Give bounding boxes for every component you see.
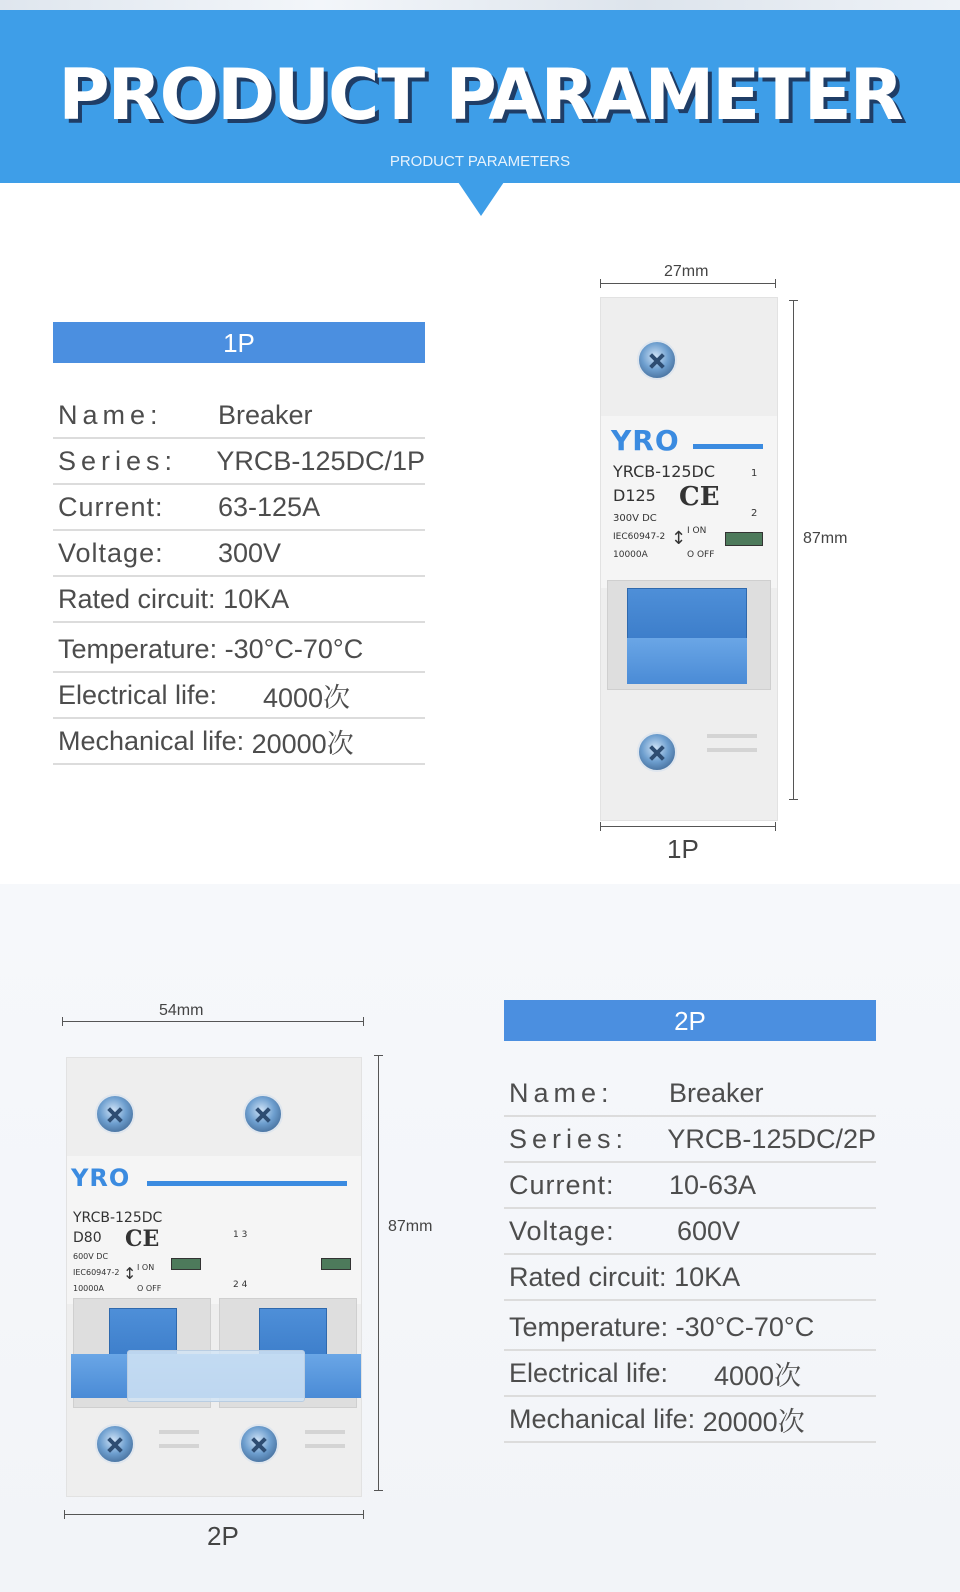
caption-2p: 2P — [207, 1521, 239, 1551]
bottom-dimension-2p — [64, 1514, 364, 1515]
spec-key: Series: — [509, 1123, 629, 1154]
spec-key: Rated circuit: — [509, 1261, 667, 1292]
spec-key: Electrical life: — [58, 679, 218, 710]
bottom-dimension-1p — [600, 826, 776, 827]
spec-key: Voltage: — [509, 1215, 615, 1246]
spec-value: 4000次 — [263, 682, 351, 713]
rating-label: D125 — [613, 486, 656, 505]
width-label-1p: 27mm — [664, 263, 709, 280]
ce-mark: CE — [125, 1226, 160, 1252]
screw-icon — [239, 1424, 279, 1464]
spec-row-temperature — [53, 627, 425, 673]
standard-label: IEC60947-2 — [613, 532, 666, 542]
model-label: YRCB-125DC — [73, 1210, 163, 1226]
spec-value: YRCB-125DC/2P — [667, 1123, 876, 1154]
spec-key: Temperature: — [58, 633, 218, 664]
screw-icon — [637, 340, 677, 380]
spec-value: YRCB-125DC/1P — [216, 445, 425, 476]
height-dimension-2p — [378, 1055, 379, 1491]
spec-key: Current: — [58, 491, 164, 522]
spec-row-voltage — [53, 531, 425, 577]
brand-logo: YRO — [71, 1164, 131, 1192]
spec-table-2p — [504, 1000, 876, 1443]
page-subtitle: PRODUCT PARAMETERS — [389, 153, 571, 170]
top-strip — [0, 0, 960, 10]
spec-row-electrical-life — [53, 673, 425, 719]
spec-value: 4000次 — [714, 1360, 802, 1391]
spec-key: Name: — [58, 399, 163, 430]
spec-key: Electrical life: — [509, 1357, 669, 1388]
spec-row-voltage — [504, 1209, 876, 1255]
spec-value: Breaker — [669, 1077, 764, 1108]
spec-value: Breaker — [218, 399, 313, 430]
spec-row-mechanical-life — [53, 719, 425, 765]
spec-value: 20000次 — [702, 1406, 805, 1437]
tie-bar — [127, 1350, 305, 1402]
breaking-label: 10000A — [613, 550, 648, 560]
rating-label: D80 — [73, 1230, 102, 1246]
off-label: O OFF — [137, 1284, 162, 1293]
height-label-1p: 87mm — [803, 530, 848, 547]
vent-line — [305, 1444, 345, 1448]
model-label: YRCB-125DC — [613, 462, 716, 481]
screw-icon — [637, 732, 677, 772]
screw-icon — [95, 1094, 135, 1134]
height-label-2p: 87mm — [388, 1218, 433, 1235]
height-dimension-1p — [793, 300, 794, 800]
width-dimension-2p — [62, 1021, 364, 1022]
spec-row-name — [504, 1071, 876, 1117]
logo-underline — [693, 444, 763, 449]
width-dimension-1p — [600, 283, 776, 284]
caption-1p: 1P — [667, 834, 699, 864]
spec-row-series — [504, 1117, 876, 1163]
spec-key: Mechanical life: — [509, 1403, 696, 1434]
spec-value: 10KA — [223, 583, 290, 614]
spec-row-current — [504, 1163, 876, 1209]
vent-line — [707, 734, 757, 738]
on-off-arrow-icon: ↕ — [123, 1264, 137, 1283]
terminal-top-label: 1 3 — [233, 1230, 248, 1240]
breaker-image-2p — [66, 1057, 362, 1497]
spec-row-series — [53, 439, 425, 485]
width-label-2p: 54mm — [159, 1002, 204, 1019]
spec-heading-2p: 2P — [504, 1000, 876, 1041]
spec-heading-1p: 1P — [53, 322, 425, 363]
spec-key: Name: — [509, 1077, 614, 1108]
vent-line — [305, 1430, 345, 1434]
spec-key: Mechanical life: — [58, 725, 245, 756]
screw-icon — [95, 1424, 135, 1464]
spec-value: 300V — [218, 537, 282, 568]
spec-row-temperature — [504, 1305, 876, 1351]
breaker-image-1p — [600, 297, 778, 821]
spec-row-mechanical-life — [504, 1397, 876, 1443]
banner-arrow — [458, 182, 504, 216]
spec-row-name — [53, 393, 425, 439]
vent-line — [159, 1444, 199, 1448]
spec-table-1p — [53, 322, 425, 765]
voltage-label: 300V DC — [613, 513, 657, 524]
screw-icon — [243, 1094, 283, 1134]
terminal-bottom-label: 2 4 — [233, 1280, 248, 1290]
spec-value: 63-125A — [218, 491, 321, 522]
off-label: O OFF — [687, 550, 715, 560]
spec-value: 600V — [677, 1215, 741, 1246]
spec-key: Temperature: — [509, 1311, 669, 1342]
spec-key: Voltage: — [58, 537, 164, 568]
spec-key: Rated circuit: — [58, 583, 216, 614]
ce-mark: CE — [679, 482, 720, 512]
terminal-bottom-label: 2 — [751, 508, 758, 519]
toggle-lever-base — [627, 638, 747, 684]
page-title: PRODUCT PARAMETER — [58, 54, 902, 136]
spec-key: Series: — [58, 445, 178, 476]
spec-row-rated-circuit — [53, 577, 425, 623]
spec-value: -30°C-70°C — [224, 633, 364, 664]
logo-underline — [147, 1181, 347, 1186]
spec-value: 10KA — [674, 1261, 741, 1292]
spec-row-rated-circuit — [504, 1255, 876, 1301]
terminal-top-label: 1 — [751, 468, 758, 479]
spec-row-current — [53, 485, 425, 531]
spec-value: -30°C-70°C — [675, 1311, 815, 1342]
vent-line — [707, 748, 757, 752]
spec-key: Current: — [509, 1169, 615, 1200]
on-label: I ON — [137, 1263, 155, 1272]
spec-row-electrical-life — [504, 1351, 876, 1397]
spec-value: 10-63A — [669, 1169, 757, 1200]
status-window — [725, 532, 763, 546]
on-off-arrow-icon: ↕ — [671, 528, 687, 549]
on-label: I ON — [687, 526, 707, 536]
standard-label: IEC60947-2 — [73, 1268, 120, 1277]
status-window — [321, 1258, 351, 1270]
vent-line — [159, 1430, 199, 1434]
header-banner — [0, 10, 960, 183]
spec-value: 20000次 — [251, 728, 354, 759]
breaking-label: 10000A — [73, 1284, 104, 1293]
status-window — [171, 1258, 201, 1270]
brand-logo: YRO — [611, 424, 680, 457]
voltage-label: 600V DC — [73, 1252, 109, 1261]
